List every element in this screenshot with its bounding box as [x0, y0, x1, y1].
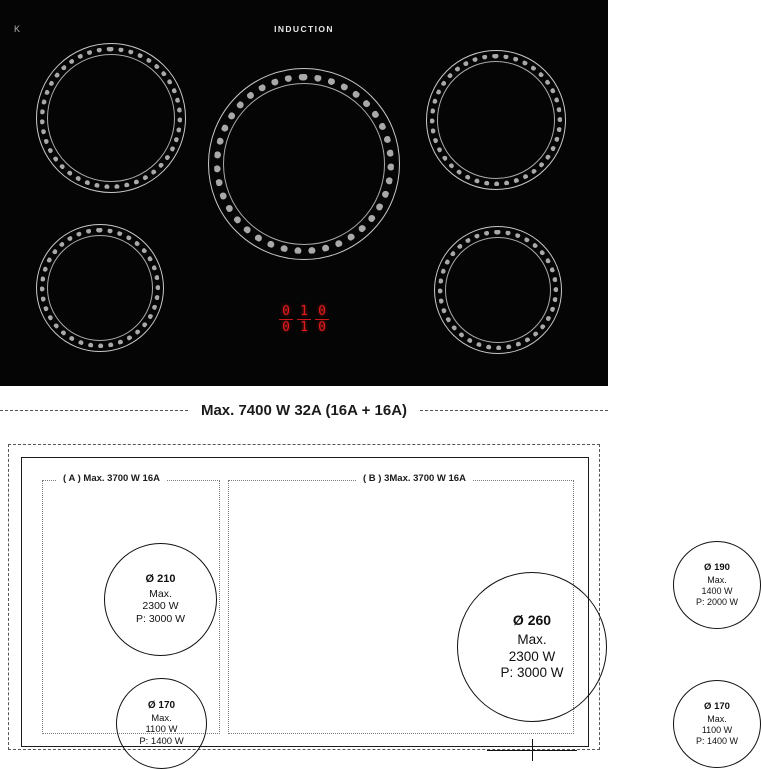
hob-title: INDUCTION: [274, 24, 334, 34]
hob-zone-rear-left: [36, 224, 164, 352]
spec-zone-max-label: Max.: [707, 574, 727, 585]
display-divider-icon: [297, 319, 311, 320]
display-digit-right-top: 0: [318, 303, 326, 319]
spec-zone-rear-left: [116, 678, 207, 769]
spec-zone-boost-power: P: 3000 W: [135, 613, 186, 626]
marker-vertical-line: [532, 739, 533, 761]
spec-diagram: [0, 395, 739, 760]
spec-title-row: [0, 395, 608, 425]
spec-zone-diameter: Ø 260: [512, 612, 552, 629]
display-digit-middle-top: 1: [300, 303, 308, 319]
spec-zone-diameter: Ø 170: [147, 699, 176, 711]
spec-zone-max-power: 2300 W: [142, 600, 179, 613]
zone-ring-inner-icon: [437, 61, 555, 179]
display-digit-left-bottom: 0: [282, 319, 290, 335]
spec-zone-boost-power: P: 2000 W: [695, 596, 739, 607]
brand-mark: K: [14, 24, 21, 34]
spec-zone-max-power: 1100 W: [701, 724, 733, 735]
zone-ring-inner-icon: [223, 83, 385, 245]
spec-zone-boost-power: P: 1400 W: [139, 735, 184, 747]
spec-zone-center: [457, 572, 607, 722]
hob-zone-rear-right: [434, 226, 562, 354]
spec-zone-front-right: [673, 541, 761, 629]
zone-ring-inner-icon: [47, 54, 175, 182]
display-digit-middle-bottom: 1: [300, 319, 308, 335]
spec-zone-diameter: Ø 190: [704, 562, 730, 574]
display-divider-icon: [279, 319, 293, 320]
spec-zone-diameter: Ø 170: [704, 701, 730, 713]
hob-zone-front-right: [426, 50, 566, 190]
spec-total-power-title: Max. 7400 W 32A (16A + 16A): [189, 402, 419, 419]
spec-group-b: [228, 473, 739, 746]
hob-zone-front-left: [36, 43, 186, 193]
spec-zone-front-left: [104, 543, 217, 656]
spec-group-b-label: ( B ) 3Max. 3700 W 16A: [357, 473, 472, 484]
spec-zone-max-label: Max.: [517, 632, 547, 648]
zone-ring-inner-icon: [47, 235, 153, 341]
spec-outer-dashed-frame: [8, 444, 739, 750]
spec-zone-max-label: Max.: [151, 712, 172, 724]
display-divider-icon: [315, 319, 329, 320]
spec-zone-max-label: Max.: [707, 713, 727, 724]
display-digit-right: [315, 305, 329, 334]
display-digit-middle: [297, 305, 311, 334]
display-digit-right-bottom: 0: [318, 319, 326, 335]
display-digit-left: [279, 305, 293, 334]
spec-inner-frame: [21, 457, 739, 747]
spec-zone-max-power: 2300 W: [508, 648, 556, 664]
hob-zone-center: [208, 68, 400, 260]
spec-zone-max-label: Max.: [149, 587, 172, 600]
spec-group-a-label: ( A ) Max. 3700 W 16A: [57, 473, 166, 484]
spec-zone-boost-power: P: 3000 W: [500, 665, 564, 681]
spec-zone-max-power: 1400 W: [701, 585, 733, 596]
spec-group-a: [42, 473, 220, 747]
induction-hob-photo: [0, 0, 608, 386]
spec-zone-diameter: Ø 210: [145, 573, 176, 586]
control-panel-display[interactable]: [274, 304, 334, 334]
spec-zone-max-power: 1100 W: [145, 724, 178, 736]
spec-zone-rear-right: [673, 680, 761, 768]
control-panel-marker-icon: [487, 739, 577, 761]
spec-zone-boost-power: P: 1400 W: [695, 735, 739, 746]
display-digit-left-top: 0: [282, 303, 290, 319]
zone-ring-inner-icon: [445, 237, 551, 343]
